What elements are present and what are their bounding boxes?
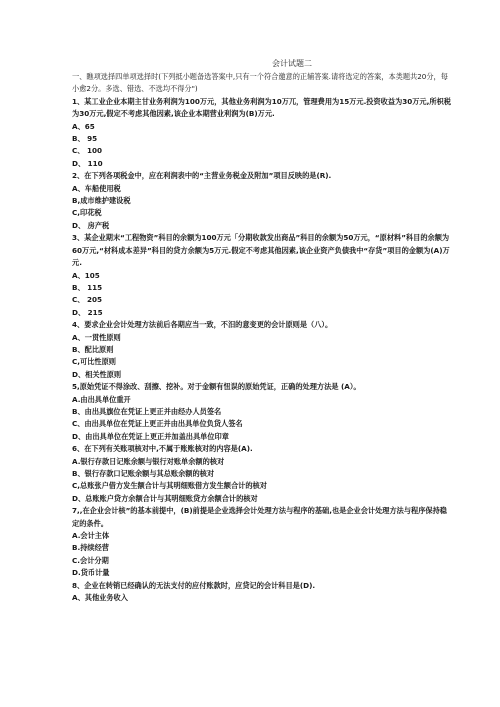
question-option: D、 房产税 <box>72 220 110 230</box>
question-option: A、其他业务收入 <box>72 593 128 603</box>
question-option: B、 115 <box>72 282 103 292</box>
question-option: D、 110 <box>72 158 103 168</box>
question-stem: 2、在下列各项税金中，应在利润表中的“主营业务税金及附加”项目反映的是(R). <box>72 171 332 181</box>
question-option: C,可比性原则 <box>72 357 116 367</box>
question-option: B、 95 <box>72 134 98 144</box>
question-option: D、由出具单位在凭证上更正并加盖出具单位印章 <box>72 431 229 441</box>
question-stem: 7,,在企业会计核”的基本前提中，(B)前提是企业选择会计处理方法与程序的基础,也是企业会计处理方法与程序保持稳定的条件。 <box>72 506 447 528</box>
question-option: D、总账账户贷方余额合计与其明细账贷方余额合计的核对 <box>72 493 258 503</box>
question-option: B、由出具旗位在凭证上更正并由经办人员签名 <box>72 406 222 416</box>
question-option: A、一贯性原则 <box>72 332 121 342</box>
page-title: 会计试题二 <box>272 59 312 68</box>
question-option: B,成市维护建设税 <box>72 196 131 206</box>
question-option: A、105 <box>72 270 100 280</box>
question-option: A.由出具单位重开 <box>72 394 131 404</box>
question-option: A.银行存款日记账余额与银行对账单余额的核对 <box>72 456 225 466</box>
question-option: C.会计分期 <box>72 555 109 565</box>
question-option: D、相关性原则 <box>72 369 122 379</box>
question-option: B、银行存款口记账余额与其总账余额的核对 <box>72 469 215 478</box>
question-option: D.货币计量 <box>72 568 110 578</box>
question-option: C,印花税 <box>72 208 102 218</box>
section-intro: 一、瞧项选择四单项选择时(下列抵小题备选答案中,只有一个符合邀意的正辅答案.请将选定的答案，本类题共20分，每小愈2分。多选、错选、不选均不得分") <box>72 72 448 94</box>
question-option: C、 205 <box>72 295 102 305</box>
question-stem: 6、在下列有关账项核对中,不属于账账核对的内容是(A). <box>72 444 253 454</box>
question-option: A、车船使用税 <box>72 183 121 193</box>
question-stem: 5,原始凭证不得涂改、刮擦、挖补。对于金额有忸误的原始凭证，正确的处理方法是 (A）。 <box>72 382 361 392</box>
question-option: B.持续经营 <box>72 543 109 553</box>
question-option: A、65 <box>72 121 95 131</box>
question-stem: 8、企业在转销已经确认的无法支付的应付账款时，应贷记的会计科目是(D). <box>72 580 316 590</box>
question-stem: 3、某企业期末“工程物资”科目的余额为100万元「分期收款发出商品”科目的余额为50万元，“原材料”科目的余额为60万元,“材科成本差异”科目的贷方余额为5万元.假定不考虑其他因素,该企业资产负债我中“存货”项目的金额为(A)万元. <box>72 233 450 268</box>
question-option: A.会计主体 <box>72 531 110 541</box>
question-option: B、配比原则 <box>72 344 114 354</box>
question-stem: 1、某工业企业本期主甘业务利润为100万元，其他业务利润为10万兀，管理费用为15万元.投资收益为30万元,所枳税为30万元,假定不考虑其他因素,该企业本期营业利润为(B)万元. <box>72 96 451 119</box>
question-option: D、 215 <box>72 307 103 317</box>
question-stem: 4、要求企业会计处理方法前后各期应当一致，不汨的意变更的会计原则是（八）。 <box>72 320 333 330</box>
question-list <box>72 96 452 605</box>
question-option: C、由出具单位在凭证上更正并由出具单位负货人签名 <box>72 419 243 429</box>
question-option: C,总账张户借方发生额合计与其明细账借方发生额合计的核对 <box>72 481 267 491</box>
question-option: C、 100 <box>72 146 102 156</box>
